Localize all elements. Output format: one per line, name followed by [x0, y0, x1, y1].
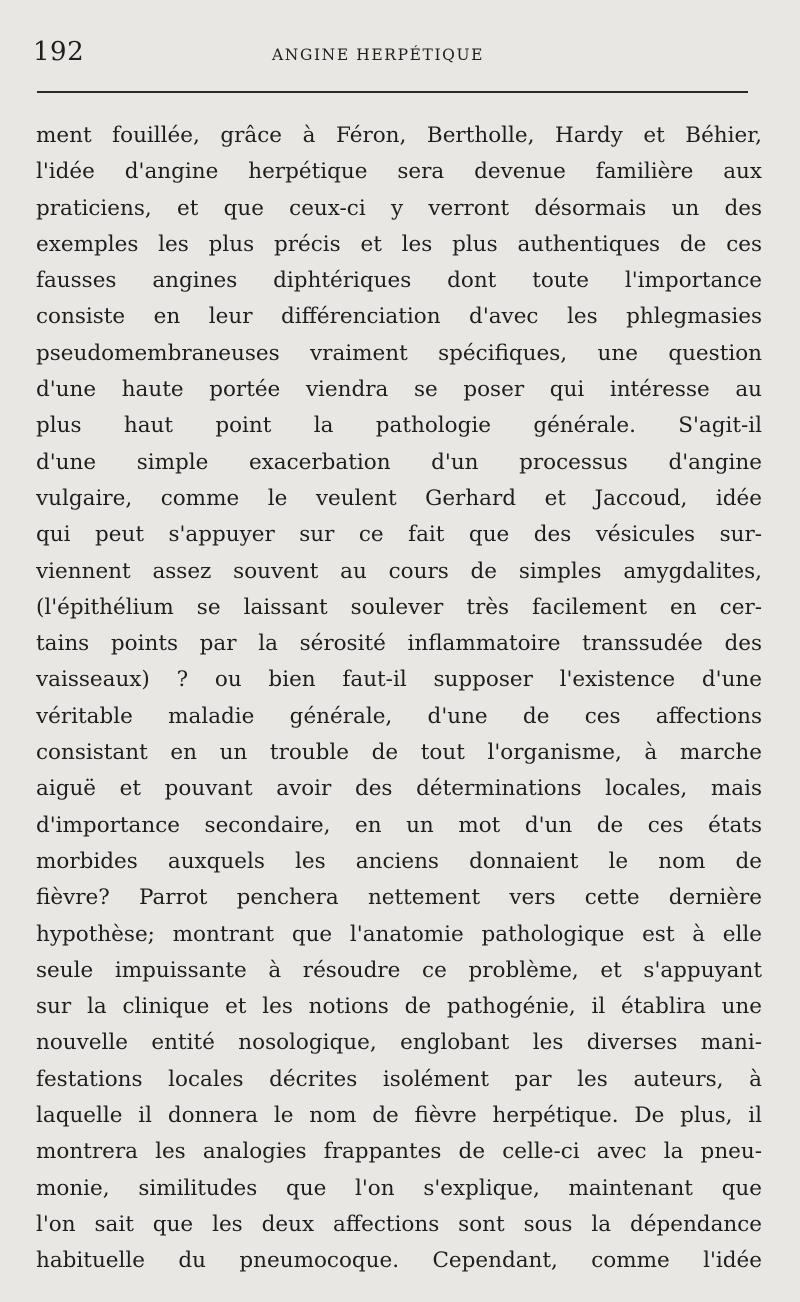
- text-line: ment fouillée, grâce à Féron, Bertholle, Hardy et Béhier,: [36, 123, 762, 148]
- text-line: fièvre? Parrot penchera nettement vers cette dernière: [36, 885, 762, 911]
- text-line: morbides auxquels les anciens donnaient le nom de: [36, 848, 762, 874]
- text-line: d'une haute portée viendra se poser qui intéresse au: [36, 377, 762, 403]
- text-line: d'importance secondaire, en un mot d'un de ces états: [36, 812, 762, 838]
- text-line: praticiens, et que ceux-ci y verront désormais un des: [36, 195, 762, 221]
- text-line: hypothèse; montrant que l'anatomie pathologique est à elle: [36, 921, 762, 947]
- text-line: fausses angines diphtériques dont toute l'importance: [36, 268, 762, 294]
- text-line: exemples les plus précis et les plus authentiques de ces: [36, 231, 762, 257]
- header-rule: [37, 91, 748, 93]
- text-line: montrera les analogies frappantes de celle-ci avec la pneu-: [36, 1139, 762, 1165]
- text-line: aiguë et pouvant avoir des déterminations locales, mais: [36, 776, 762, 802]
- text-line: plus haut point la pathologie générale. S'agit-il: [36, 413, 762, 439]
- text-line: habituelle du pneumocoque. Cependant, comme l'idée: [36, 1248, 762, 1274]
- text-line: d'une simple exacerbation d'un processus d'angine: [36, 449, 762, 475]
- text-line: monie, similitudes que l'on s'explique, maintenant que: [36, 1175, 762, 1201]
- text-line: sur la clinique et les notions de pathogénie, il établira une: [36, 994, 762, 1020]
- text-line: (l'épithélium se laissant soulever très facilement en cer-: [36, 594, 762, 620]
- text-line: pseudomembraneuses vraiment spécifiques, une question: [36, 340, 762, 366]
- text-line: consistant en un trouble de tout l'organisme, à marche: [36, 740, 762, 766]
- text-line: seule impuissante à résoudre ce problème, et s'appuyant: [36, 957, 762, 983]
- text-line: nouvelle entité nosologique, englobant les diverses mani-: [36, 1030, 762, 1056]
- text-line: tains points par la sérosité inflammatoire transsudée des: [36, 631, 762, 657]
- body-text: [36, 118, 762, 1280]
- text-line: vaisseaux) ? ou bien faut-il supposer l'existence d'une: [36, 667, 762, 693]
- page-number: 192: [33, 37, 85, 67]
- text-line: qui peut s'appuyer sur ce fait que des vésicules sur-: [36, 522, 762, 548]
- text-line: laquelle il donnera le nom de fièvre herpétique. De plus, il: [36, 1103, 762, 1129]
- text-line: l'on sait que les deux affections sont sous la dépendance: [36, 1211, 762, 1237]
- text-line: l'idée d'angine herpétique sera devenue familière aux: [36, 159, 762, 185]
- text-line: consiste en leur différenciation d'avec les phlegmasies: [36, 304, 762, 330]
- text-line: viennent assez souvent au cours de simples amygdalites,: [36, 558, 762, 584]
- text-line: festations locales décrites isolément par les auteurs, à: [36, 1066, 762, 1092]
- running-title: ANGINE HERPÉTIQUE: [272, 46, 485, 64]
- text-line: véritable maladie générale, d'une de ces affections: [36, 703, 762, 729]
- text-line: vulgaire, comme le veulent Gerhard et Jaccoud, idée: [36, 485, 762, 511]
